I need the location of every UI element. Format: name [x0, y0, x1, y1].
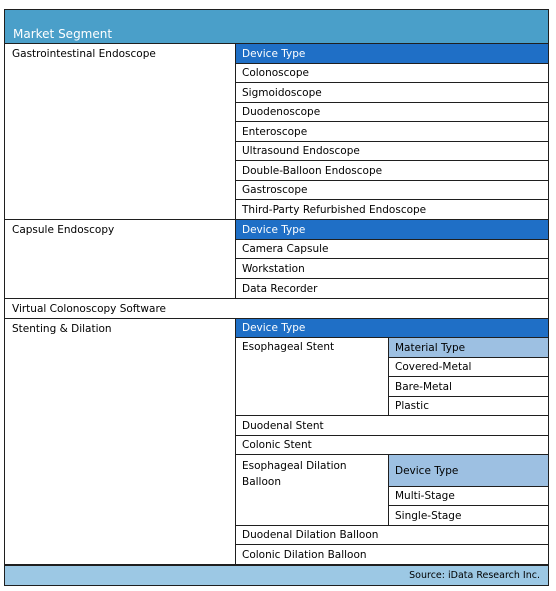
list-item: Colonic Dilation Balloon: [236, 545, 549, 565]
table-header: [4, 9, 549, 44]
source-note: Source: iData Research Inc.: [409, 570, 540, 581]
list-item: Third-Party Refurbished Endoscope: [236, 200, 549, 220]
table-footer: [4, 565, 549, 586]
segment-capsule-endoscopy: Capsule Endoscopy: [4, 220, 236, 299]
list-item: Gastroscope: [236, 181, 549, 200]
segment-gastrointestinal-endoscope: Gastrointestinal Endoscope: [4, 44, 236, 220]
list-item: Duodenoscope: [236, 103, 549, 122]
balloon-device-type-header: Device Type: [389, 455, 549, 487]
segment-stenting-dilation: Stenting & Dilation: [4, 319, 236, 565]
list-item-esophageal-dilation-balloon: Esophageal Dilation Balloon: [236, 455, 389, 526]
segment-virtual-colonoscopy-software: Virtual Colonoscopy Software: [4, 299, 549, 319]
list-item: Camera Capsule: [236, 240, 549, 259]
list-item-esophageal-stent: Esophageal Stent: [236, 338, 389, 416]
device-type-header: Device Type: [236, 220, 549, 240]
list-item: Covered-Metal: [389, 358, 549, 377]
list-item: Duodenal Stent: [236, 416, 549, 436]
list-item: Enteroscope: [236, 122, 549, 142]
list-item: Sigmoidoscope: [236, 83, 549, 103]
list-item: Single-Stage: [389, 506, 549, 526]
list-item: Multi-Stage: [389, 487, 549, 506]
list-item: Plastic: [389, 397, 549, 416]
list-item: Data Recorder: [236, 279, 549, 299]
list-item: Bare-Metal: [389, 377, 549, 397]
list-item: Double-Balloon Endoscope: [236, 161, 549, 181]
list-item: Workstation: [236, 259, 549, 279]
device-type-header: Device Type: [236, 44, 549, 64]
list-item: Colonoscope: [236, 64, 549, 83]
list-item: Ultrasound Endoscope: [236, 142, 549, 161]
table-title: Market Segment: [13, 27, 113, 41]
device-type-header: Device Type: [236, 319, 549, 338]
material-type-header: Material Type: [389, 338, 549, 358]
list-item: Colonic Stent: [236, 436, 549, 455]
list-item: Duodenal Dilation Balloon: [236, 526, 549, 545]
